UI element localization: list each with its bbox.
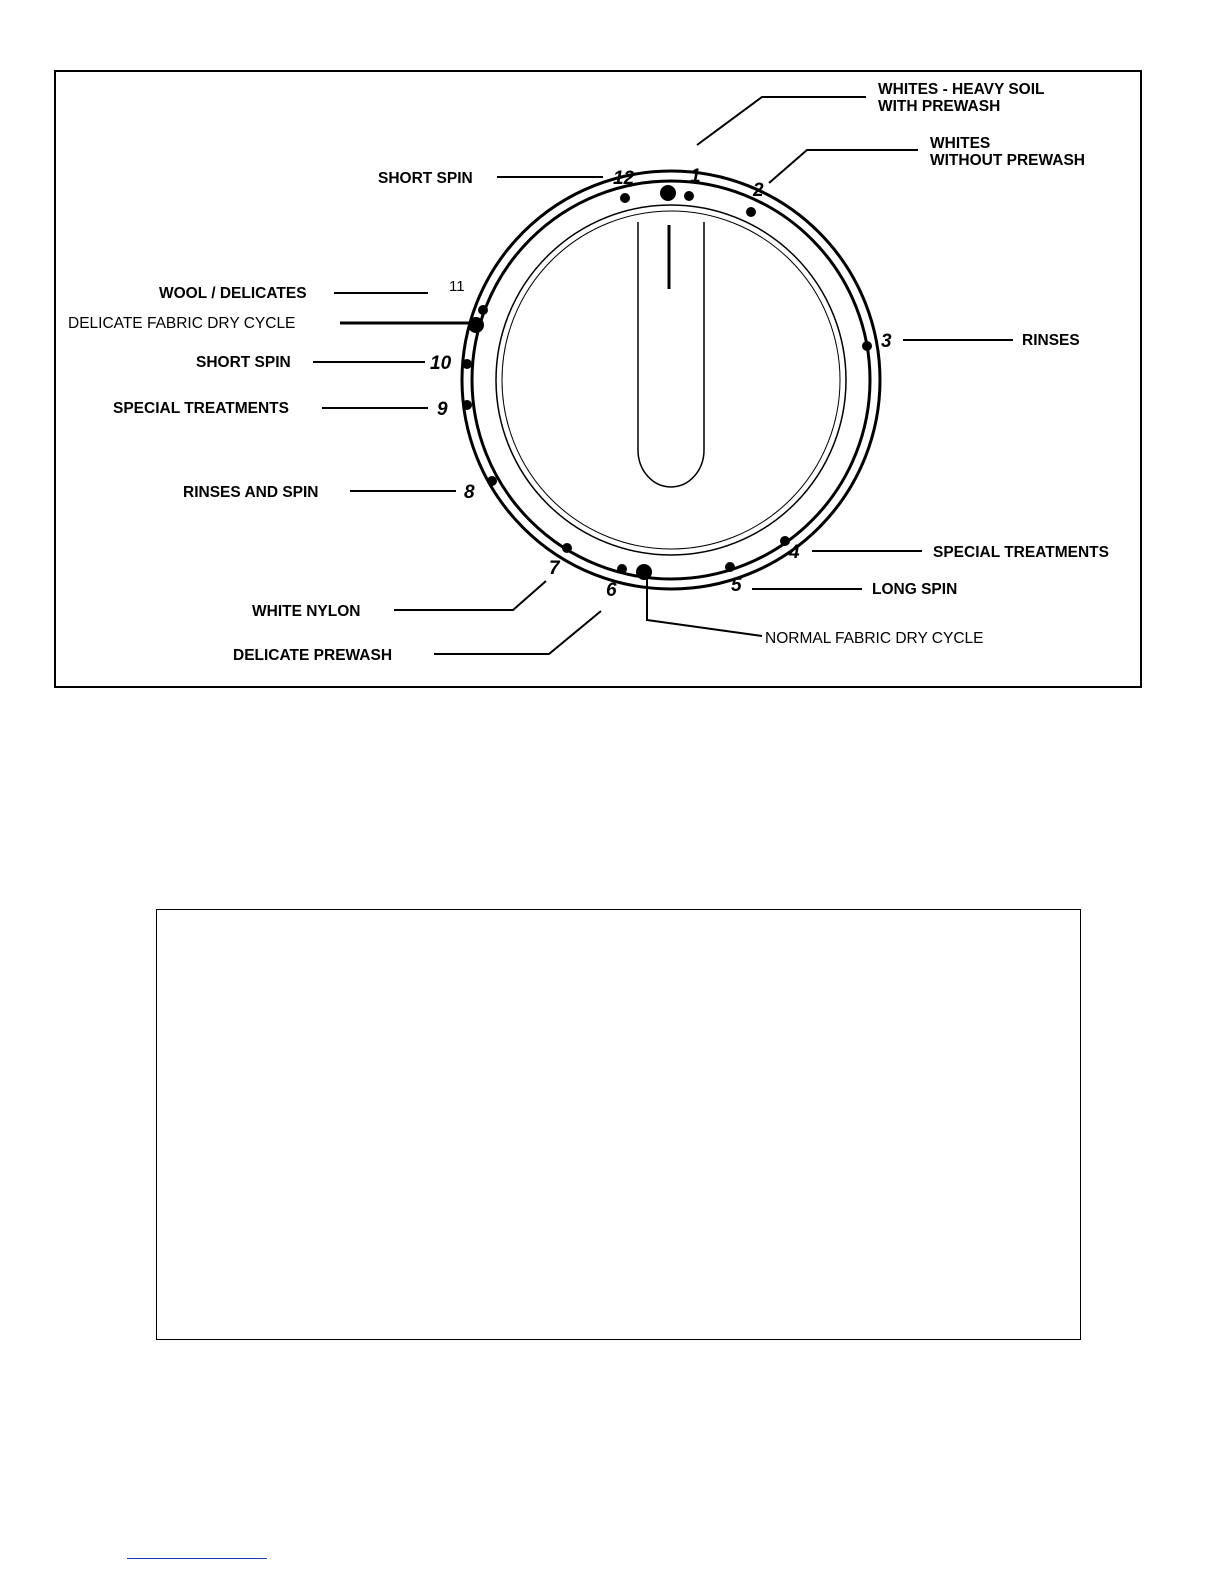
position-dot-9 [462,400,472,410]
position-number-12: 12 [613,168,635,189]
position-number-7: 7 [549,558,560,579]
position-dot-12 [620,193,630,203]
program-dial-diagram [0,0,1225,760]
position-number-5: 5 [731,575,742,596]
position-dot-10 [462,359,472,369]
label-position-2-line2: WITHOUT PREWASH [930,152,1085,169]
position-number-11: 11 [449,278,465,295]
label-position-10: SHORT SPIN [196,354,291,371]
label-position-1-line1: WHITES - HEAVY SOIL [878,81,1045,98]
leader-line-1 [697,97,866,145]
label-position-5: LONG SPIN [872,581,958,598]
label-position-12: SHORT SPIN [378,170,473,187]
label-position-4: SPECIAL TREATMENTS [933,544,1109,561]
dial-knob-grip [638,222,704,487]
label-normal-dry-cycle: NORMAL FABRIC DRY CYCLE [765,630,984,647]
position-dot-11 [478,305,488,315]
leader-line-2 [769,150,918,183]
position-dot-start [660,185,676,201]
position-number-3: 3 [881,331,892,352]
position-number-10: 10 [430,353,452,374]
position-dot-1 [684,191,694,201]
label-position-11: WOOL / DELICATES [159,285,307,302]
label-position-7: WHITE NYLON [252,603,361,620]
position-dot-5 [725,562,735,572]
label-position-6: DELICATE PREWASH [233,647,393,664]
position-dot-6 [617,564,627,574]
label-position-2-line1: WHITES [930,135,991,152]
label-delicate-dry-cycle: DELICATE FABRIC DRY CYCLE [68,315,296,332]
label-position-3: RINSES [1022,332,1080,349]
label-position-8: RINSES AND SPIN [183,484,319,501]
position-number-9: 9 [437,399,448,420]
leader-line-6 [434,611,601,654]
position-dot-7 [562,543,572,553]
position-number-2: 2 [753,180,764,201]
footnote-separator [127,1558,267,1559]
blank-content-box [156,909,1081,1340]
leader-line-7 [394,581,546,610]
label-position-9: SPECIAL TREATMENTS [113,400,289,417]
position-dot-normal-dry [636,564,652,580]
position-dot-2 [746,207,756,217]
position-dot-3 [862,341,872,351]
position-number-1: 1 [690,166,701,187]
position-number-8: 8 [464,482,475,503]
label-position-1-line2: WITH PREWASH [878,98,1001,115]
position-dot-8 [487,476,497,486]
position-number-6: 6 [606,580,617,601]
position-number-4: 4 [789,542,800,563]
position-dot-delicate-dry [468,317,484,333]
